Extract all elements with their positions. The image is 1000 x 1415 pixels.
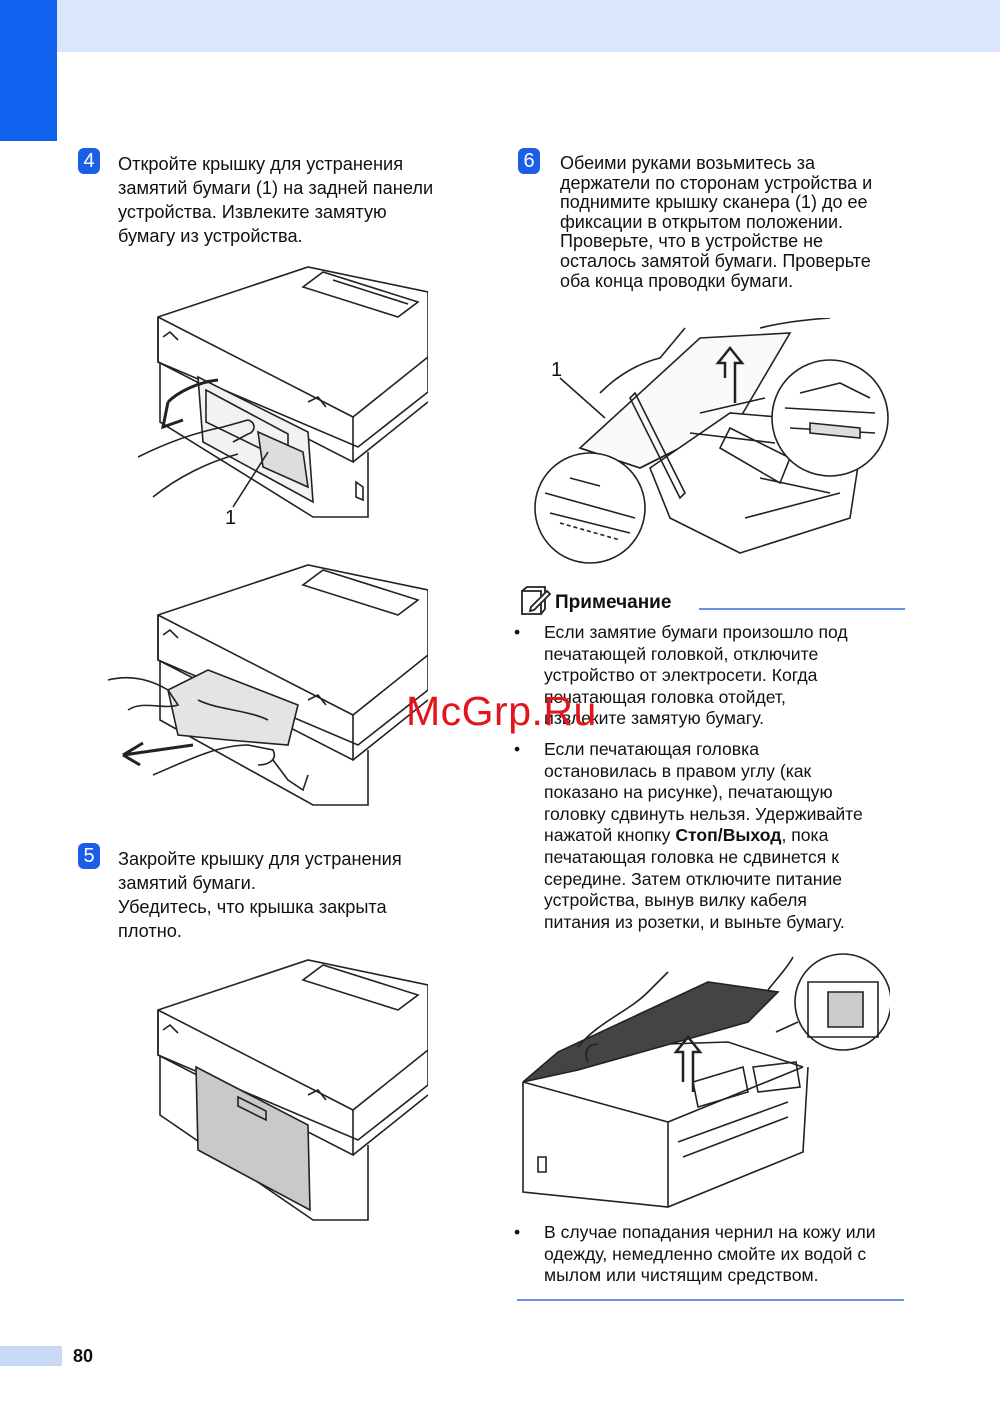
- step-5-badge: 5: [78, 843, 100, 869]
- step-4-badge: 4: [78, 148, 100, 174]
- note-rule: [699, 608, 905, 610]
- step-4-text: Откройте крышку для устранения замятий бумаги (1) на задней панели устройства. Извлеките замятую бумагу из устройства.: [118, 154, 434, 246]
- callout-1-rear-cover: 1: [225, 507, 237, 529]
- chapter-tab: [0, 0, 57, 141]
- step-5-text: Закройте крышку для устранения замятий бумаги. Убедитесь, что крышка закрыта плотно.: [118, 849, 402, 941]
- step-6-text: Обеими руками возьмитесь за держатели по сторонам устройства и поднимите крышку сканера (1) до ее фиксации в открытом положении. Проверьте, что в устройстве не осталось замятой бумаги. Проверьте оба конца проводки бумаги.: [560, 153, 873, 291]
- note-title: Примечание: [555, 592, 672, 613]
- stop-exit-key: Стоп/Выход: [675, 825, 782, 846]
- note-pencil-icon: [519, 585, 551, 617]
- watermark: McGrp.Ru: [406, 688, 597, 734]
- figure-open-scanner-cover: [530, 318, 890, 573]
- header-band: [0, 0, 1000, 52]
- figure-cover-closed: [138, 955, 428, 1225]
- figure-open-rear-cover: [138, 262, 428, 532]
- figure-remove-jammed-paper: [108, 560, 428, 810]
- figure-print-head-right: [518, 952, 890, 1212]
- footer-band: [0, 1346, 62, 1366]
- note-end-rule: [517, 1299, 904, 1301]
- page-number: 80: [73, 1346, 94, 1366]
- step-6-badge: 6: [518, 148, 540, 174]
- callout-1-scanner-cover: 1: [551, 359, 563, 381]
- note-header: [519, 585, 905, 619]
